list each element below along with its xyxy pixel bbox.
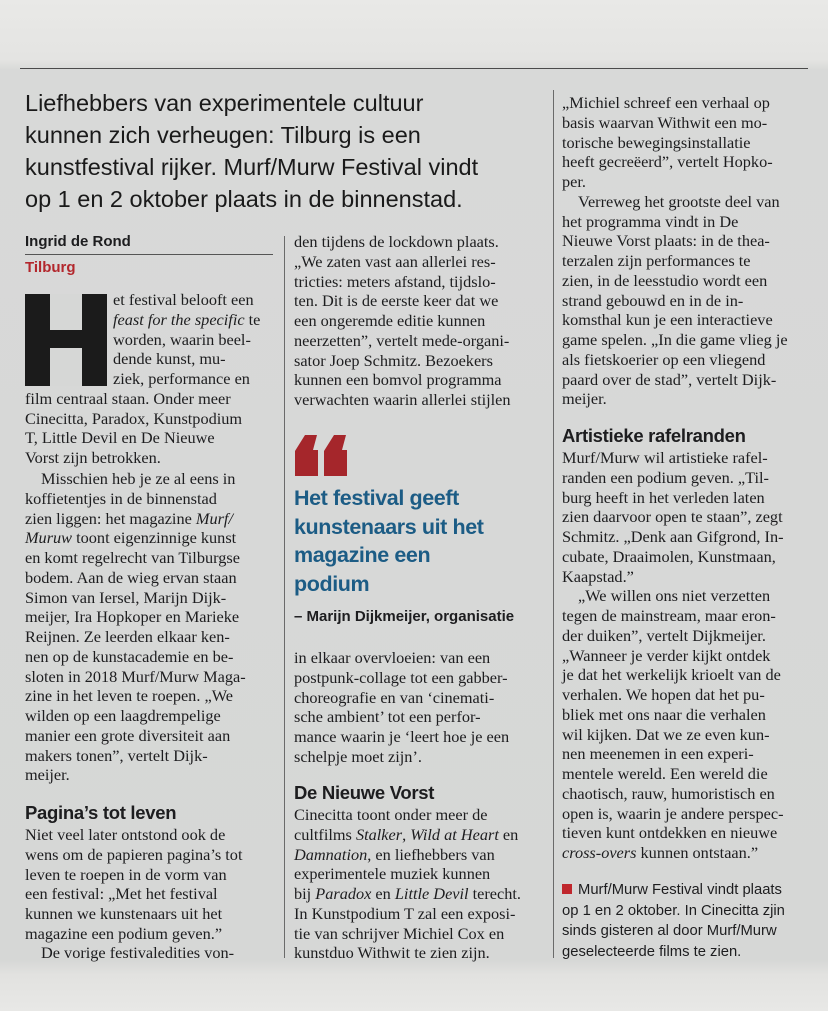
text-line xyxy=(294,648,546,668)
italic-text: Damnation xyxy=(294,844,368,864)
text-line xyxy=(294,845,546,865)
text: basis waarvan Withwit een mo- xyxy=(562,112,768,132)
text: wil kijken. Dat we ze even kun- xyxy=(562,724,770,744)
text-line xyxy=(25,588,275,608)
italic-text: Wild at Heart xyxy=(410,824,499,844)
text-line xyxy=(25,119,545,151)
text-line xyxy=(294,747,546,767)
text-line xyxy=(294,864,546,884)
text-line xyxy=(294,570,546,599)
text-line xyxy=(562,330,814,350)
text-line xyxy=(294,291,546,311)
text: Simon van Iersel, Marijn Dijk- xyxy=(25,587,227,607)
text: Reijnen. Ze leerden elkaar ken- xyxy=(25,627,230,646)
text-line xyxy=(25,865,275,885)
text-line xyxy=(294,727,546,747)
text-line xyxy=(25,528,275,548)
text: „We willen ons niet verzetten xyxy=(578,586,771,606)
text: mance waarin je ‘leert hoe je een xyxy=(294,727,510,746)
text-line xyxy=(562,784,814,804)
text: kunstfestival rijker. Murf/Murw Festival vindt xyxy=(25,154,479,180)
text: Cinecitta toont onder meer de xyxy=(294,805,488,824)
text-line xyxy=(25,548,275,568)
italic-text: Stalker xyxy=(355,824,403,844)
text-line xyxy=(25,924,275,944)
text: meijer, Ira Hopkoper en Marieke xyxy=(25,607,240,627)
text-line xyxy=(25,310,275,330)
text-line xyxy=(562,626,814,646)
italic-text: Murf/ xyxy=(195,508,233,528)
text: kunnen zich verheugen: Tilburg is een xyxy=(25,122,421,148)
paragraph xyxy=(25,943,275,963)
text-line xyxy=(294,484,546,513)
text-line xyxy=(562,231,814,251)
text: der duiken”, vertelt Dijkmeijer. xyxy=(562,625,766,645)
paragraph xyxy=(294,805,546,963)
text-line xyxy=(562,567,814,587)
text-line xyxy=(562,921,814,942)
text-line xyxy=(562,606,814,626)
text: magazine een podium geven.” xyxy=(25,923,223,943)
text-line xyxy=(294,668,546,688)
section-heading: Pagina’s tot leven xyxy=(25,802,177,823)
text-line xyxy=(25,943,275,963)
text-line xyxy=(562,271,814,291)
text: te xyxy=(244,309,261,329)
text-line xyxy=(562,389,814,409)
text-line xyxy=(294,370,546,390)
text-line xyxy=(562,251,814,271)
text: „We zaten vast aan allerlei res- xyxy=(294,251,496,271)
text: als fietskoerier op een vliegend xyxy=(562,349,766,369)
text-line xyxy=(562,685,814,705)
text: den tijdens de lockdown plaats. xyxy=(294,232,499,251)
text-line xyxy=(25,330,275,350)
text: chaotisch, rauw, humoristisch en xyxy=(562,783,775,803)
text: verwachten waarin allerlei stijlen xyxy=(294,390,511,409)
text-line xyxy=(25,428,275,448)
text: kunstenaars uit het xyxy=(294,514,484,539)
text: komsthal kun je een interactieve xyxy=(562,310,773,330)
text: kunnen een bomvol programma xyxy=(294,370,502,390)
text-line xyxy=(25,607,275,627)
text-line xyxy=(562,133,814,153)
text-line xyxy=(562,212,814,232)
red-square-bullet-icon xyxy=(562,884,572,894)
text: magazine een xyxy=(294,543,431,568)
paragraph xyxy=(25,290,275,468)
text-line xyxy=(294,884,546,904)
text-line xyxy=(562,646,814,666)
text-line xyxy=(562,901,814,922)
text-line xyxy=(294,252,546,272)
text: tie van schrijver Michiel Cox en xyxy=(294,923,505,943)
text-line xyxy=(562,843,814,863)
text: neerzetten”, vertelt mede-organi- xyxy=(294,330,510,350)
text-line xyxy=(25,469,275,489)
text: in elkaar overvloeien: van een xyxy=(294,648,491,667)
text-line xyxy=(25,568,275,588)
text: sator Joep Schmitz. Bezoekers xyxy=(294,350,493,370)
text: zien liggen: het magazine xyxy=(25,508,196,528)
text-line xyxy=(562,705,814,725)
italic-text: Muruw xyxy=(25,528,73,548)
paragraph xyxy=(294,232,546,410)
text: en xyxy=(371,884,395,903)
text: burg heeft in het verleden laten xyxy=(562,487,765,507)
text: bliek met ons naar die verhalen xyxy=(562,704,766,724)
text-line xyxy=(25,825,275,845)
text: meijer. xyxy=(25,765,70,785)
text: De vorige festivaledities von- xyxy=(41,943,235,962)
text-line xyxy=(294,311,546,331)
text: Kaapstad.” xyxy=(562,566,634,586)
text: et festival belooft een xyxy=(113,290,254,309)
text-line xyxy=(294,541,546,570)
text-line xyxy=(25,884,275,904)
text-line xyxy=(562,507,814,527)
text-line xyxy=(25,448,275,468)
text: Vorst zijn betrokken. xyxy=(25,448,161,467)
text: bij xyxy=(294,884,316,903)
text-line xyxy=(562,370,814,390)
text: kunnen ontstaan.” xyxy=(636,843,759,862)
paragraph xyxy=(562,448,814,586)
italic-text: cross-overs xyxy=(562,843,637,862)
text: tricties: meters afstand, tijdslo- xyxy=(294,271,496,291)
text: film centraal staan. Onder meer xyxy=(25,388,231,408)
text: makers tonen”, vertelt Dijk- xyxy=(25,745,208,765)
text-line xyxy=(25,904,275,924)
text: zine in het leven te roepen. „We xyxy=(25,686,233,706)
byline-rule xyxy=(25,254,273,255)
pull-quote xyxy=(294,484,546,599)
text-line xyxy=(562,586,814,606)
text-line xyxy=(294,232,546,252)
text-line xyxy=(294,904,546,924)
text-line xyxy=(25,647,275,667)
text-line xyxy=(25,726,275,746)
text-line xyxy=(562,764,814,784)
text: het programma vindt in De xyxy=(562,211,739,231)
text: en xyxy=(498,824,519,844)
text-line xyxy=(562,488,814,508)
text: sloten in 2018 Murf/Murw Maga- xyxy=(25,666,246,686)
text: Murf/Murw wil artistieke rafel- xyxy=(562,448,768,467)
text: cultfilms xyxy=(294,824,356,844)
text: toont eigenzinnige kunst xyxy=(72,528,237,548)
text-line xyxy=(562,172,814,192)
text: Het festival geeft xyxy=(294,486,459,510)
text: je dat het werkelijk krioelt van de xyxy=(562,665,781,685)
text-line xyxy=(294,688,546,708)
text: heeft gecreëerd”, vertelt Hopko- xyxy=(562,152,773,172)
text-line xyxy=(25,746,275,766)
text: strand gebouwd en in de in- xyxy=(562,290,744,310)
text-line xyxy=(562,291,814,311)
text: zien daarvoor open te staan”, zegt xyxy=(562,507,783,527)
text-line xyxy=(25,845,275,865)
text: Murf/Murw Festival vindt plaats xyxy=(578,882,782,898)
text-line xyxy=(25,87,545,119)
text-line xyxy=(25,765,275,785)
text: randen een podium geven. „Til- xyxy=(562,467,769,487)
text: wens om de papieren pagina’s tot xyxy=(25,844,243,864)
text-line xyxy=(562,942,814,963)
paragraph xyxy=(562,93,814,192)
text-line xyxy=(562,192,814,212)
text-line xyxy=(294,513,546,542)
text: paard over de stad”, vertelt Dijk- xyxy=(562,369,777,389)
text-line xyxy=(294,943,546,963)
text: en komt regelrecht van Tilburgse xyxy=(25,548,240,567)
text: terecht. xyxy=(468,884,521,903)
text-line xyxy=(294,390,546,410)
text-line xyxy=(25,686,275,706)
text: koffietentjes in de binnenstad xyxy=(25,488,217,508)
text: sche ambient’ tot een perfor- xyxy=(294,707,481,727)
text-line xyxy=(562,448,814,468)
text-line xyxy=(562,113,814,133)
paragraph xyxy=(562,192,814,409)
text: kunnen we kunstenaars uit het xyxy=(25,904,223,923)
text: leven te roepen in de vorm van xyxy=(25,864,227,884)
text: Liefhebbers van experimentele cultuur xyxy=(25,90,424,116)
text-line xyxy=(562,880,814,901)
text: terzalen zijn performances te xyxy=(562,251,751,270)
byline: Ingrid de Rond xyxy=(25,233,131,250)
text: T, Little Devil en De Nieuwe xyxy=(25,428,215,448)
text-line xyxy=(294,707,546,727)
text: Verreweg het grootste deel van xyxy=(578,191,780,211)
italic-text: Little Devil xyxy=(394,884,469,903)
text-line xyxy=(294,351,546,371)
text-line xyxy=(25,369,275,389)
text: „Wanneer je verder kijkt ontdek xyxy=(562,645,771,665)
text-line xyxy=(25,667,275,687)
text-line xyxy=(25,706,275,726)
text-line xyxy=(25,389,275,409)
text: choreografie en van ‘cinemati- xyxy=(294,687,495,707)
text: verhalen. We hopen dat het pu- xyxy=(562,685,765,704)
text: Schmitz. „Denk aan Gifgrond, In- xyxy=(562,527,784,546)
text-line xyxy=(294,924,546,944)
text: een ongeremde editie kunnen xyxy=(294,311,486,330)
text: torische bewegingsinstallatie xyxy=(562,132,751,152)
italic-text: feast for the specific xyxy=(113,309,245,329)
text-line xyxy=(562,93,814,113)
intro-lead xyxy=(25,87,545,215)
text: op 1 en 2 oktober. In Cinecitta zjin xyxy=(562,902,785,919)
text-line xyxy=(25,489,275,509)
quote-mark-icon xyxy=(295,435,347,476)
text-line xyxy=(25,349,275,369)
info-note xyxy=(562,880,814,963)
text-line xyxy=(25,409,275,429)
text-line xyxy=(25,290,275,310)
text-line xyxy=(562,468,814,488)
text-line xyxy=(562,823,814,843)
text: Nieuwe Vorst plaats: in de thea- xyxy=(562,231,770,251)
text: bodem. Aan de wieg ervan staan xyxy=(25,567,237,587)
section-heading: De Nieuwe Vorst xyxy=(294,782,435,803)
text-line xyxy=(25,151,545,183)
text-line xyxy=(294,331,546,351)
text: game spelen. „In die game vlieg je xyxy=(562,330,788,349)
text: meijer. xyxy=(562,389,607,409)
text: podium xyxy=(294,572,370,597)
column-divider-1 xyxy=(284,236,285,958)
text: sinds gisteren al door Murf/Murw xyxy=(562,923,777,940)
text: Cinecitta, Paradox, Kunstpodium xyxy=(25,408,243,428)
column-divider-2 xyxy=(553,90,554,958)
text: zien, in de leesstudio wordt een xyxy=(562,270,768,290)
paragraph xyxy=(562,586,814,863)
section-heading: Artistieke rafelranden xyxy=(562,425,746,446)
top-rule xyxy=(20,68,808,69)
text: ten. Dit is de eerste keer dat we xyxy=(294,291,499,311)
text: een festival: „Met het festival xyxy=(25,884,218,904)
text: ziek, performance en xyxy=(113,369,250,388)
text: , xyxy=(402,824,411,844)
text: tegen de mainstream, maar eron- xyxy=(562,606,776,625)
text-line xyxy=(294,272,546,292)
text-line xyxy=(562,152,814,172)
text: schelpje moet zijn’. xyxy=(294,746,422,766)
text-line xyxy=(562,665,814,685)
text: cubate, Draaimolen, Kunstmaan, xyxy=(562,546,776,566)
text: postpunk-collage tot een gabber- xyxy=(294,667,508,687)
text: manier een grote diversiteit aan xyxy=(25,725,231,745)
text-line xyxy=(294,805,546,825)
text-line xyxy=(562,350,814,370)
text: geselecteerde films te zien. xyxy=(562,944,742,961)
text: dende kunst, mu- xyxy=(113,349,226,369)
text: nen meenemen in een experi- xyxy=(562,744,754,764)
pull-quote-attribution: – Marijn Dijkmeijer, organisatie xyxy=(294,608,515,625)
text: wilden op een laagdrempelige xyxy=(25,706,221,725)
text: experimentele muziek kunnen xyxy=(294,864,491,884)
text-line xyxy=(562,744,814,764)
paragraph xyxy=(294,648,546,767)
text: kunstduo Withwit te zien zijn. xyxy=(294,943,490,963)
text: „Michiel schreef een verhaal op xyxy=(562,93,770,112)
location-label: Tilburg xyxy=(25,259,76,276)
text-line xyxy=(294,825,546,845)
text: Niet veel later ontstond ook de xyxy=(25,825,226,844)
text-line xyxy=(562,547,814,567)
text: In Kunstpodium T zal een exposi- xyxy=(294,903,516,923)
text: mentele wereld. Een wereld die xyxy=(562,764,768,783)
text-line xyxy=(562,527,814,547)
text-line xyxy=(562,725,814,745)
text: , en liefhebbers van xyxy=(367,844,495,864)
text: open is, waarin je andere perspec- xyxy=(562,803,784,823)
text: nen op de kunstacademie en be- xyxy=(25,646,234,666)
paragraph xyxy=(25,469,275,785)
text: op 1 en 2 oktober plaats in de binnenstad. xyxy=(25,186,463,212)
text: per. xyxy=(562,172,586,191)
text: worden, waarin beel- xyxy=(113,329,251,349)
text-line xyxy=(562,804,814,824)
text-line xyxy=(562,310,814,330)
text: Misschien heb je ze al eens in xyxy=(41,469,236,488)
italic-text: Paradox xyxy=(315,884,372,903)
text-line xyxy=(25,183,545,215)
text: tieven kunt ontdekken en nieuwe xyxy=(562,823,778,843)
paragraph xyxy=(25,825,275,944)
text-line xyxy=(25,509,275,529)
text-line xyxy=(25,627,275,647)
